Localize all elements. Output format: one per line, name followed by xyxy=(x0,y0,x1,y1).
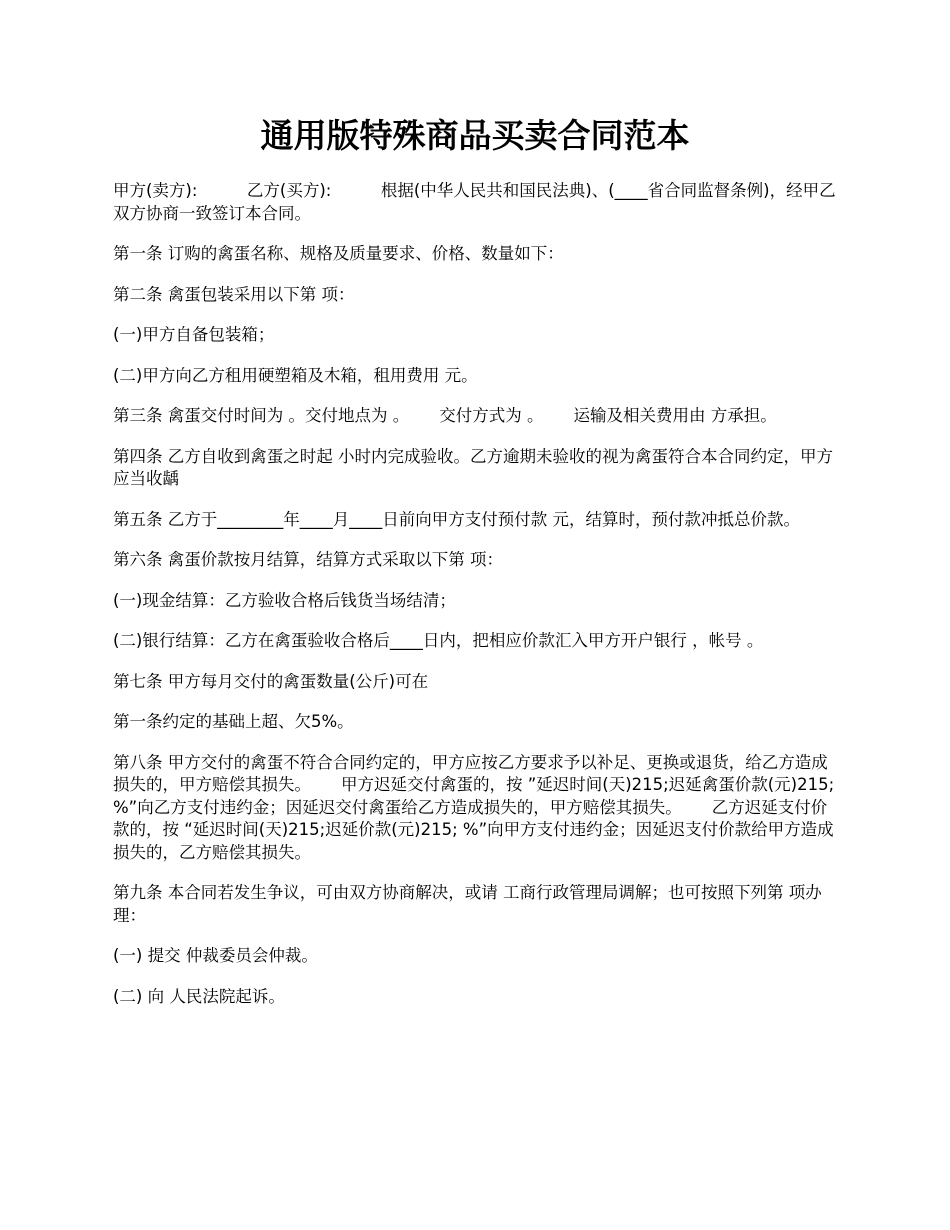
paragraph-parties: 甲方(卖方): 乙方(买方): 根据(中华人民共和国民法典)、(____省合同监督条例)，经甲乙双方协商一致签订本合同。 xyxy=(113,181,836,223)
paragraph-article-2-item-2: (二)甲方向乙方租用硬塑箱及木箱，租用费用 元。 xyxy=(113,365,478,385)
document-body xyxy=(113,180,841,1026)
paragraph-article-5: 第五条 乙方于________年____月____日前向甲方支付预付款 元，结算时，预付款冲抵总价款。 xyxy=(113,509,800,529)
paragraph-article-4: 第四条 乙方自收到禽蛋之时起 小时内完成验收。乙方逾期未验收的视为禽蛋符合本合同约定，甲方应当收龋 xyxy=(113,446,833,488)
paragraph-article-9-item-2: (二) 向 人民法院起诉。 xyxy=(113,986,285,1006)
paragraph-article-6: 第六条 禽蛋价款按月结算，结算方式采取以下第 项： xyxy=(113,550,503,569)
paragraph-article-8: 第八条 甲方交付的禽蛋不符合合同约定的，甲方应按乙方要求予以补足、更换或退货，给乙方造成损失的，甲方赔偿其损失。 甲方迟延交付禽蛋的，按 ”延迟时间(天)215;迟延禽蛋价款(元)215; %”向乙方支付违约金；因延迟交付禽蛋给乙方造成损失的，甲方赔偿其损失。 乙方迟延支付价款的，按 “延迟时间(天)215;迟延价款(元)215; %”向甲方支付违约金；因延迟支付价款给甲方造成损失的，乙方赔偿其损失。 xyxy=(113,752,840,862)
paragraph-article-9-item-1: (一) 提交 仲裁委员会仲裁。 xyxy=(113,946,318,965)
paragraph-article-2: 第二条 禽蛋包装采用以下第 项： xyxy=(113,284,355,304)
paragraph-article-6-item-2: (二)银行结算：乙方在禽蛋验收合格后____日内，把相应价款汇入甲方开户银行 ，帐号 。 xyxy=(113,631,764,650)
paragraph-article-7: 第七条 甲方每月交付的禽蛋数量(公斤)可在 xyxy=(113,671,429,691)
paragraph-article-2-item-1: (一)甲方自备包装箱； xyxy=(113,325,275,344)
paragraph-article-9: 第九条 本合同若发生争议，可由双方协商解决，或请 工商行政管理局调解；也可按照下列第 项办理： xyxy=(113,883,822,925)
paragraph-article-3: 第三条 禽蛋交付时间为 。交付地点为 。 交付方式为 。 运输及相关费用由 方承担。 xyxy=(113,406,777,425)
paragraph-article-1: 第一条 订购的禽蛋名称、规格及质量要求、价格、数量如下： xyxy=(113,244,564,263)
document-title: 通用版特殊商品买卖合同范本 xyxy=(260,116,690,155)
paragraph-article-6-item-1: (一)现金结算：乙方验收合格后钱货当场结清； xyxy=(113,590,456,610)
paragraph-article-7-cont: 第一条约定的基础上超、欠5%。 xyxy=(113,712,354,731)
